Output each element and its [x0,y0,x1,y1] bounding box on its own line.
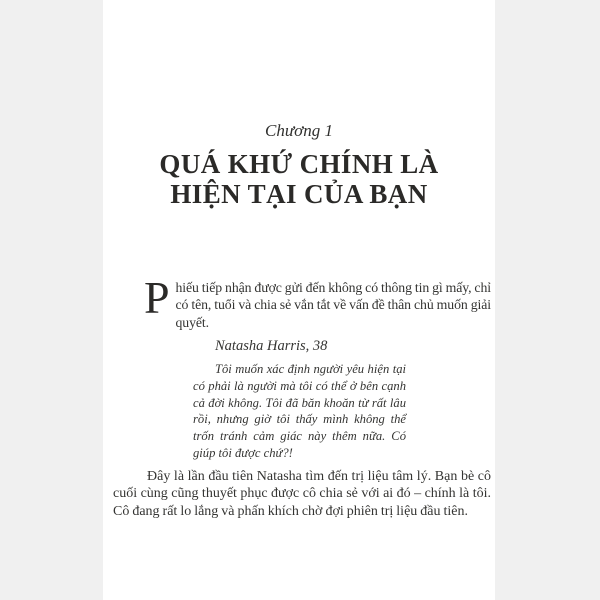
chapter-label: Chương 1 [265,121,333,140]
chapter-title-line2: HIỆN TẠI CỦA BẠN [170,179,428,209]
chapter-title-line1: QUÁ KHỨ CHÍNH LÀ [159,149,439,179]
client-attribution: Natasha Harris, 38 [215,338,328,354]
intake-paragraph [113,272,491,331]
intake-paragraph-text: hiếu tiếp nhận được gửi đến không có thông tin gì mấy, chỉ có tên, tuổi và chia sẻ vắn tắt về vấn đề thân chủ muốn giải quyết. [175,280,491,330]
client-quote: Tôi muốn xác định người yêu hiện tại có phải là người mà tôi có thể ở bên cạnh cả đời không. Tôi đã băn khoăn từ rất lâu rồi, nhưng giờ tôi thấy mình không thể trốn tránh cảm giác này thêm nữa. Có giúp tôi được chứ?! [193,362,406,460]
book-page [103,0,495,600]
chapter-title [103,149,495,209]
drop-cap: P [144,272,170,323]
narration-paragraph: Đây là lần đầu tiên Natasha tìm đến trị liệu tâm lý. Bạn bè cô cuối cùng cũng thuyết phục được cô chia sẻ với ai đó – chính là tôi. Cô đang rất lo lắng và phấn khích chờ đợi phiên trị liệu đầu tiên. [113,469,491,519]
